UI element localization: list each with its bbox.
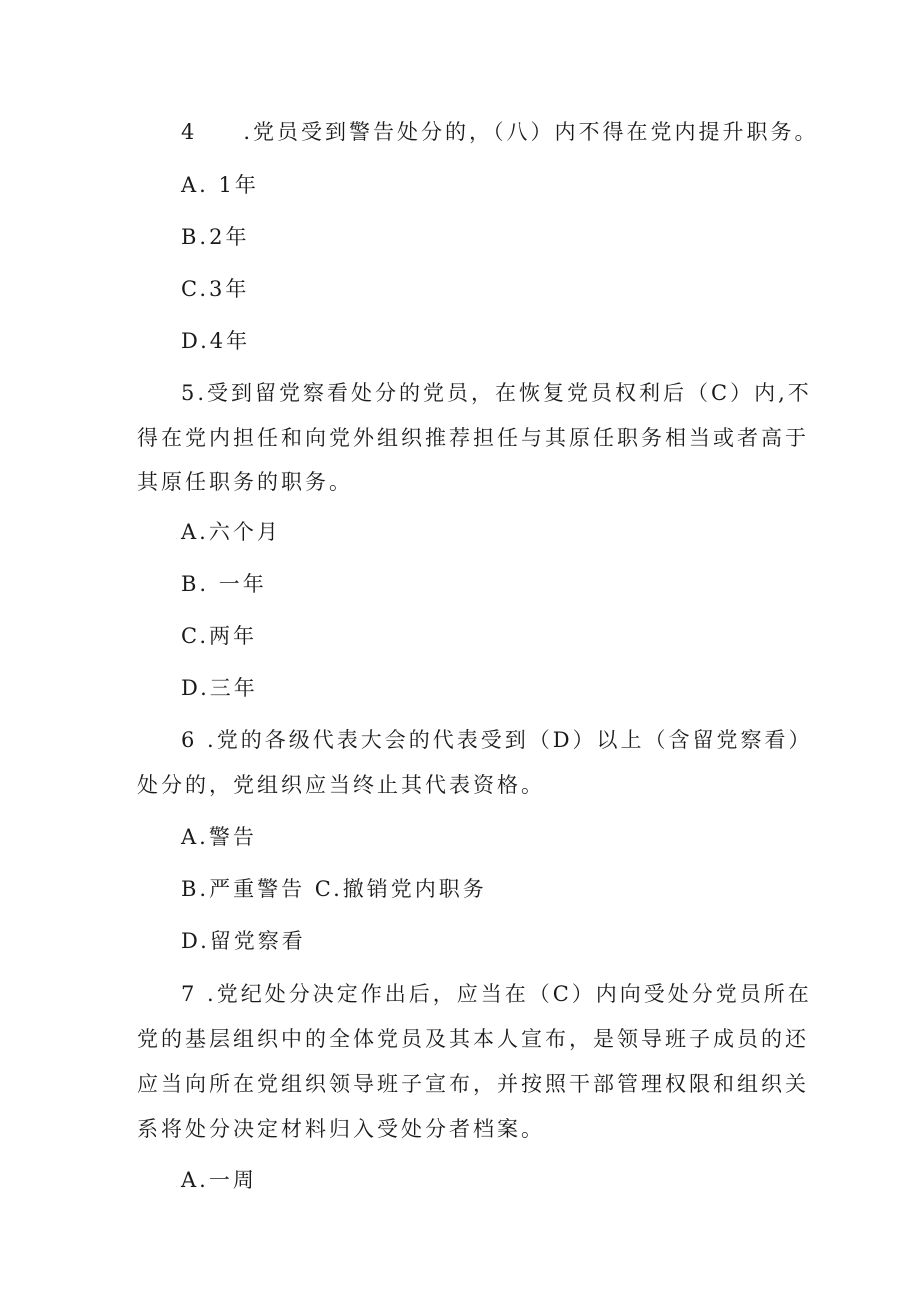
question-5-option-d: D.三年 <box>181 676 258 700</box>
question-7-stem-line4: 系将处分决定材料归入受处分者档案。 <box>137 1117 545 1141</box>
question-4-option-a: A. 1年 <box>181 173 259 197</box>
question-7-stem-line2: 党的基层组织中的全体党员及其本人宣布，是领导班子成员的还 <box>137 1027 809 1051</box>
question-6-option-d: D.留党察看 <box>181 929 306 953</box>
question-4-option-c: C.3年 <box>181 277 250 301</box>
question-5-option-c: C.两年 <box>181 624 257 648</box>
question-5-stem-line2: 得在党内担任和向党外组织推荐担任与其原任职务相当或者高于 <box>137 426 809 450</box>
question-6-option-b-c: B.严重警告 C.撤销党内职务 <box>181 877 487 901</box>
question-5-option-b: B. 一年 <box>181 572 267 596</box>
question-6-option-a: A.警告 <box>181 825 257 849</box>
question-7-stem-line1: 7 .党纪处分决定作出后，应当在（C）内向受处分党员所在 <box>181 982 812 1006</box>
question-7-option-a: A.一周 <box>181 1168 257 1192</box>
question-4-number: 4 <box>181 120 198 144</box>
question-4-text: .党员受到警告处分的，（八）内不得在党内提升职务。 <box>243 120 819 144</box>
question-4-option-b: B.2年 <box>181 225 250 249</box>
question-5-stem-line1: 5.受到留党察看处分的党员，在恢复党员权利后（C）内,不 <box>181 381 812 405</box>
question-6-stem-line1: 6 .党的各级代表大会的代表受到（D）以上（含留党察看） <box>181 728 813 752</box>
question-7-stem-line3: 应当向所在党组织领导班子宣布，并按照干部管理权限和组织关 <box>137 1072 809 1096</box>
question-5-option-a: A.六个月 <box>181 520 281 544</box>
question-4-stem <box>181 118 819 146</box>
question-5-stem-line3: 其原任职务的职务。 <box>137 470 353 494</box>
question-4-option-d: D.4年 <box>181 329 251 353</box>
question-6-stem-line2: 处分的，党组织应当终止其代表资格。 <box>137 773 545 797</box>
